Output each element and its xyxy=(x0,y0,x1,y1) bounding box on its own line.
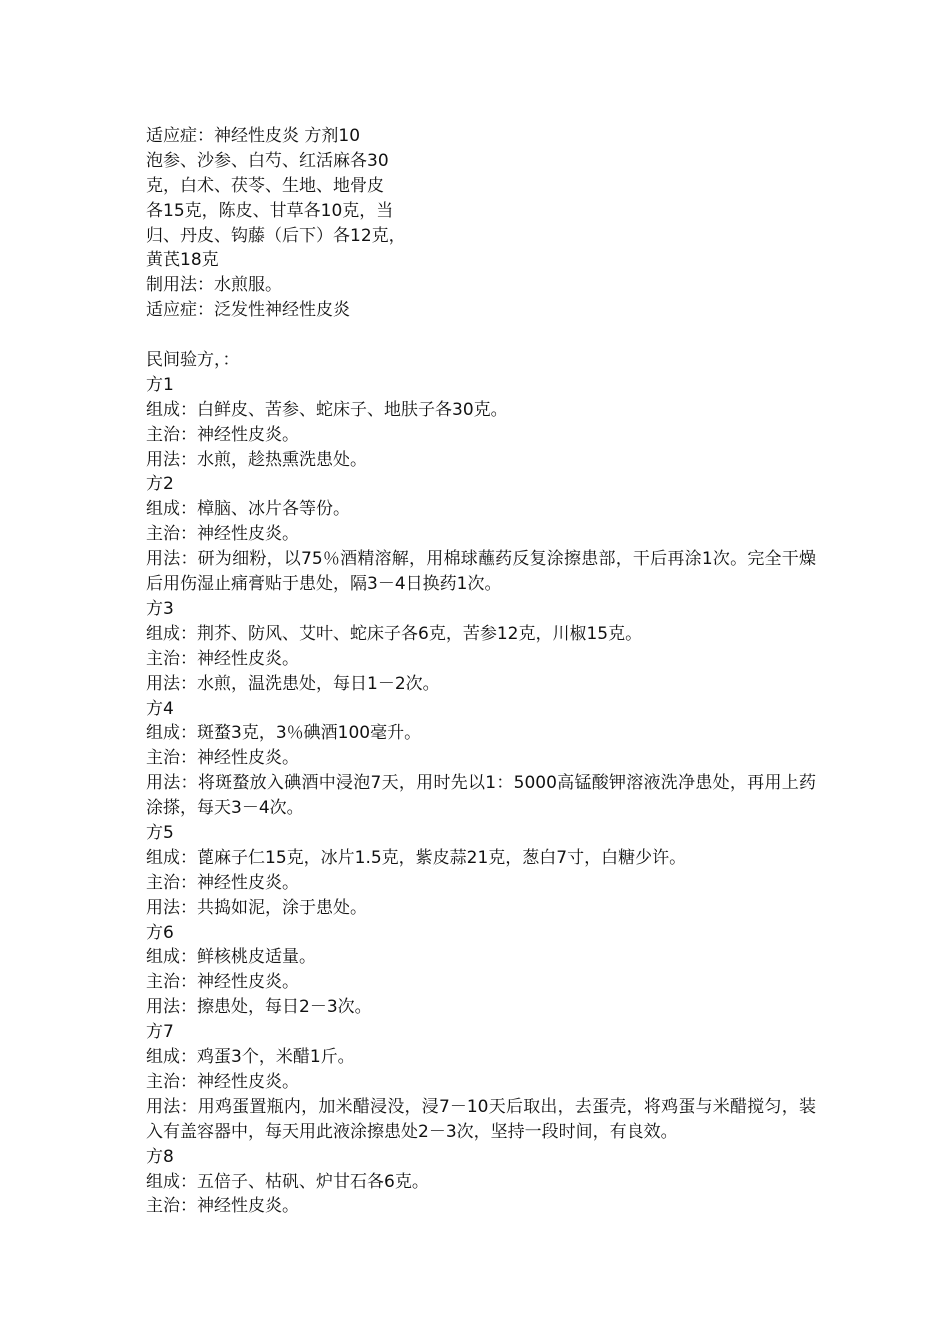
recipe-1 xyxy=(146,373,816,473)
ingredients-line: 归、丹皮、钩藤（后下）各12克， xyxy=(146,225,406,246)
recipe-composition: 组成：鸡蛋3个，米醋1斤。 xyxy=(146,1047,355,1068)
recipe-title: 方8 xyxy=(146,1146,174,1167)
recipe-title: 方6 xyxy=(146,922,174,943)
ingredients-line: 泡参、沙参、白芍、红活麻各30 xyxy=(146,150,389,171)
section-spacer xyxy=(146,323,816,348)
recipe-title: 方7 xyxy=(146,1022,174,1043)
recipe-composition: 组成：鲜核桃皮适量。 xyxy=(146,947,316,968)
recipe-title: 方1 xyxy=(146,374,174,395)
indication-line: 适应症：泛发性神经性皮炎 xyxy=(146,300,350,321)
recipe-composition: 组成：五倍子、枯矾、炉甘石各6克。 xyxy=(146,1171,429,1192)
recipe-2 xyxy=(146,472,816,596)
recipe-title: 方2 xyxy=(146,474,174,495)
recipe-title: 方5 xyxy=(146,823,174,843)
preparation-line: 制用法：水煎服。 xyxy=(146,275,282,296)
prescription-10-section xyxy=(146,124,816,323)
recipe-indication: 主治：神经性皮炎。 xyxy=(146,648,299,669)
recipe-usage: 用法：水煎，趁热熏洗患处。 xyxy=(146,449,367,470)
indication-heading-line: 适应症：神经性皮炎 方剂10 xyxy=(146,126,361,146)
recipe-composition: 组成：樟脑、冰片各等份。 xyxy=(146,499,350,520)
recipe-indication: 主治：神经性皮炎。 xyxy=(146,748,299,769)
recipe-title: 方4 xyxy=(146,698,174,719)
recipe-indication: 主治：神经性皮炎。 xyxy=(146,872,299,893)
recipe-indication: 主治：神经性皮炎。 xyxy=(146,972,299,993)
recipe-4 xyxy=(146,697,816,821)
recipe-usage: 用法：共捣如泥，涂于患处。 xyxy=(146,897,367,918)
recipe-usage: 用法：研为细粉，以75％酒精溶解，用棉球蘸药反复涂擦患部，干后再涂1次。完全干燥后用伤湿止痛膏贴于患处，隔3－4日换药1次。 xyxy=(146,549,816,595)
recipe-usage: 用法：擦患处，每日2－3次。 xyxy=(146,997,372,1018)
recipe-6 xyxy=(146,921,816,1021)
recipe-title: 方3 xyxy=(146,598,174,619)
ingredients-line: 黄芪18克 xyxy=(146,250,219,271)
recipe-composition: 组成：白鲜皮、苦参、蛇床子、地肤子各30克。 xyxy=(146,399,508,420)
recipe-indication: 主治：神经性皮炎。 xyxy=(146,424,299,445)
recipe-3 xyxy=(146,597,816,697)
ingredients-line: 各15克，陈皮、甘草各10克，当 xyxy=(146,200,394,221)
recipe-composition: 组成：蓖麻子仁15克，冰片1.5克，紫皮蒜21克，葱白7寸，白糖少许。 xyxy=(146,847,687,868)
folk-remedies-section xyxy=(146,348,816,1219)
recipe-composition: 组成：斑蝥3克，3％碘酒100毫升。 xyxy=(146,723,422,744)
recipe-usage: 用法：水煎，温洗患处，每日1－2次。 xyxy=(146,673,440,694)
ingredients-line: 克，白术、茯苓、生地、地骨皮 xyxy=(146,175,384,196)
recipe-composition: 组成：荆芥、防风、艾叶、蛇床子各6克，苦参12克，川椒15克。 xyxy=(146,623,643,644)
recipe-5 xyxy=(146,821,816,921)
recipe-8 xyxy=(146,1145,816,1220)
document-body xyxy=(146,124,816,1219)
section-heading: 民间验方，： xyxy=(146,350,240,371)
recipe-indication: 主治：神经性皮炎。 xyxy=(146,1196,299,1217)
recipe-7 xyxy=(146,1020,816,1144)
recipe-usage: 用法：将斑蝥放入碘酒中浸泡7天，用时先以1：5000高锰酸钾溶液洗净患处，再用上药涂搽，每天3－4次。 xyxy=(146,773,816,819)
recipe-indication: 主治：神经性皮炎。 xyxy=(146,1071,299,1092)
recipe-usage: 用法：用鸡蛋置瓶内，加米醋浸没，浸7－10天后取出，去蛋壳，将鸡蛋与米醋搅匀，装入有盖容器中，每天用此液涂擦患处2－3次，坚持一段时间，有良效。 xyxy=(146,1096,816,1142)
recipe-indication: 主治：神经性皮炎。 xyxy=(146,524,299,545)
